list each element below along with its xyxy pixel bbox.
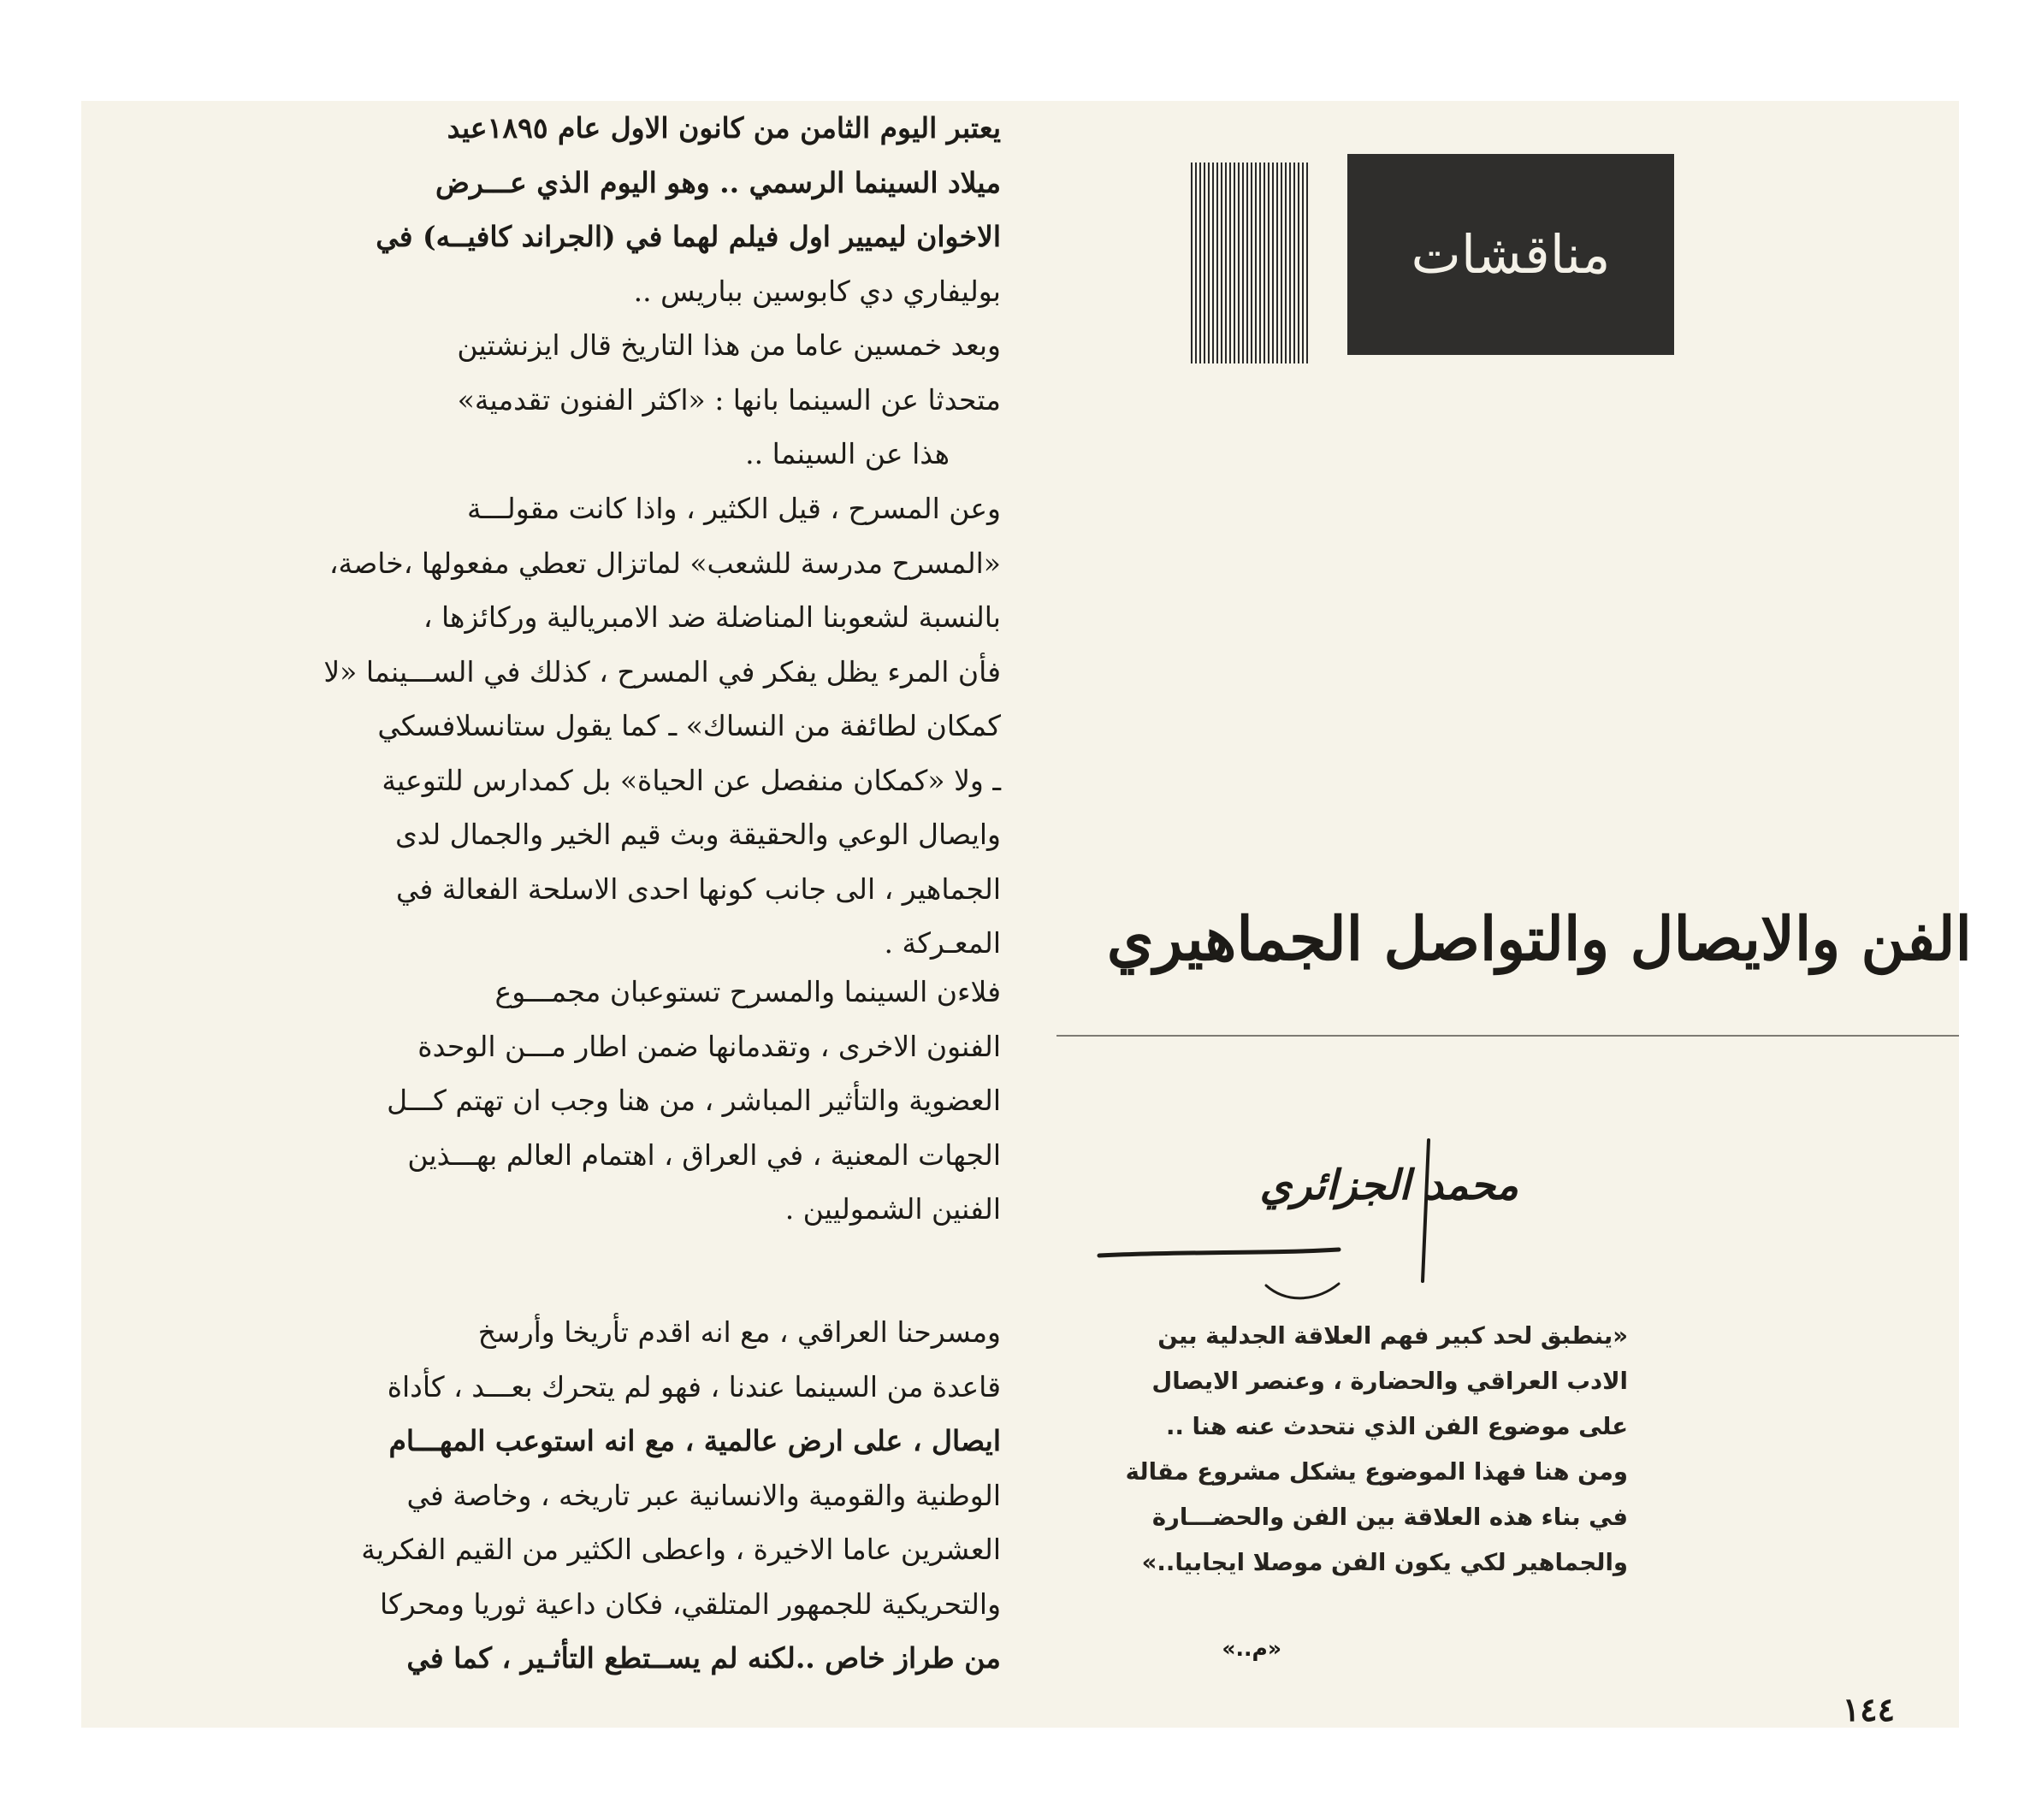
body-line: الجماهير ، الى جانب كونها احدى الاسلحة الفعالة في — [396, 872, 1001, 906]
body-paragraph-3 — [145, 482, 1001, 971]
body-paragraph-1 — [145, 101, 1001, 318]
body-line: والتحريكية للجمهور المتلقي، فكان داعية ثوريا ومحركا — [380, 1587, 1001, 1621]
body-line: العشرين عاما الاخيرة ، واعطى الكثير من القيم الفكرية — [361, 1533, 1001, 1566]
title-divider — [1056, 1035, 1959, 1037]
section-banner-label: مناقشات — [1411, 223, 1611, 286]
body-line: وايصال الوعي والحقيقة وبث قيم الخير والجمال لدى — [394, 818, 1001, 851]
article-title: الفن والايصال والتواصل الجماهيري — [1106, 903, 1972, 974]
decorative-stripes — [1191, 162, 1311, 363]
author-name: محمد الجزائري — [1259, 1161, 1518, 1209]
quote-signature: «م..» — [1222, 1636, 1281, 1661]
body-line: وعن المسرح ، قيل الكثير ، واذا كانت مقولـــة — [466, 492, 1001, 525]
author-signature — [1082, 1080, 1527, 1311]
quote-line: على موضوع الفن الذي نتحدث عنه هنا .. — [1166, 1413, 1628, 1440]
body-line: الوطنية والقومية والانسانية عبر تاريخه ، وخاصة في — [406, 1478, 1001, 1512]
body-paragraph-4 — [145, 965, 1001, 1237]
body-line: الفنون الاخرى ، وتقدمانها ضمن اطار مـــن الوحدة — [417, 1029, 1001, 1063]
intro-quote — [1063, 1314, 1628, 1586]
body-line: ايصال ، على ارض عالمية ، مع انه استوعب المهـــام — [388, 1424, 1001, 1457]
article-body — [81, 101, 1001, 1728]
body-line: «المسرح مدرسة للشعب» لماتزال تعطي مفعولها ،خاصة، — [328, 546, 1001, 580]
magazine-page — [81, 101, 1972, 1728]
body-line: ميلاد السينما الرسمي .. وهو اليوم الذي عـــرض — [435, 165, 1001, 199]
quote-line: والجماهير لكي يكون الفن موصلا ايجابيا..» — [1141, 1549, 1628, 1576]
body-line: الاخوان ليميير اول فيلم لهما في (الجراند كافيــه) في — [376, 220, 1001, 253]
page-number: ١٤٤ — [1842, 1690, 1895, 1728]
body-line: الفنين الشموليين . — [784, 1192, 1001, 1226]
body-line: ومسرحنا العراقي ، مع انه اقدم تأريخا وأرسخ — [477, 1315, 1001, 1349]
body-line: هذا عن السينما .. — [745, 437, 950, 470]
body-paragraph-2 — [145, 318, 1001, 482]
quote-line: ومن هنا فهذا الموضوع يشكل مشروع مقالة — [1125, 1458, 1628, 1486]
body-line: يعتبر اليوم الثامن من كانون الاول عام ١٨٩٥عيد — [447, 111, 1001, 145]
quote-line: الادب العراقي والحضارة ، وعنصر الايصال — [1151, 1368, 1628, 1395]
body-line: العضوية والتأثير المباشر ، من هنا وجب ان تهتم كـــل — [387, 1084, 1001, 1117]
body-paragraph-5 — [145, 1305, 1001, 1686]
quote-line: في بناء هذه العلاقة بين الفن والحضـــارة — [1151, 1504, 1628, 1531]
body-line: كمكان لطائفة من النساك» ـ كما يقول ستانسلافسكي — [377, 709, 1001, 742]
body-line: متحدثا عن السينما بانها : «اكثر الفنون تقدمية» — [457, 382, 1001, 417]
body-line: ـ ولا «كمكان منفصل عن الحياة» بل كمدارس للتوعية — [382, 763, 1001, 797]
body-line: بالنسبة لشعوبنا المناضلة ضد الامبريالية وركائزها ، — [423, 600, 1001, 634]
body-line: بوليفاري دي كابوسين بباريس .. — [633, 274, 1001, 308]
body-line: فأن المرء يظل يفكر في المسرح ، كذلك في الســـينما «لا — [323, 654, 1001, 688]
section-banner — [1347, 154, 1674, 355]
body-line: وبعد خمسين عاما من هذا التاريخ قال ايزنشتين — [457, 328, 1001, 362]
body-line: فلاءن السينما والمسرح تستوعبان مجمـــوع — [494, 975, 1001, 1008]
body-line: من طراز خاص ..لكنه لم يســتطع التأثـير ، كما في — [406, 1641, 1001, 1675]
quote-line: «ينطبق لحد كبير فهم العلاقة الجدلية بين — [1157, 1322, 1628, 1350]
body-line: المعـركة . — [884, 926, 1001, 960]
body-line: قاعدة من السينما عندنا ، فهو لم يتحرك بعـــد ، كأداة — [387, 1369, 1001, 1403]
body-line: الجهات المعنية ، في العراق ، اهتمام العالم بهـــذين — [407, 1138, 1001, 1172]
